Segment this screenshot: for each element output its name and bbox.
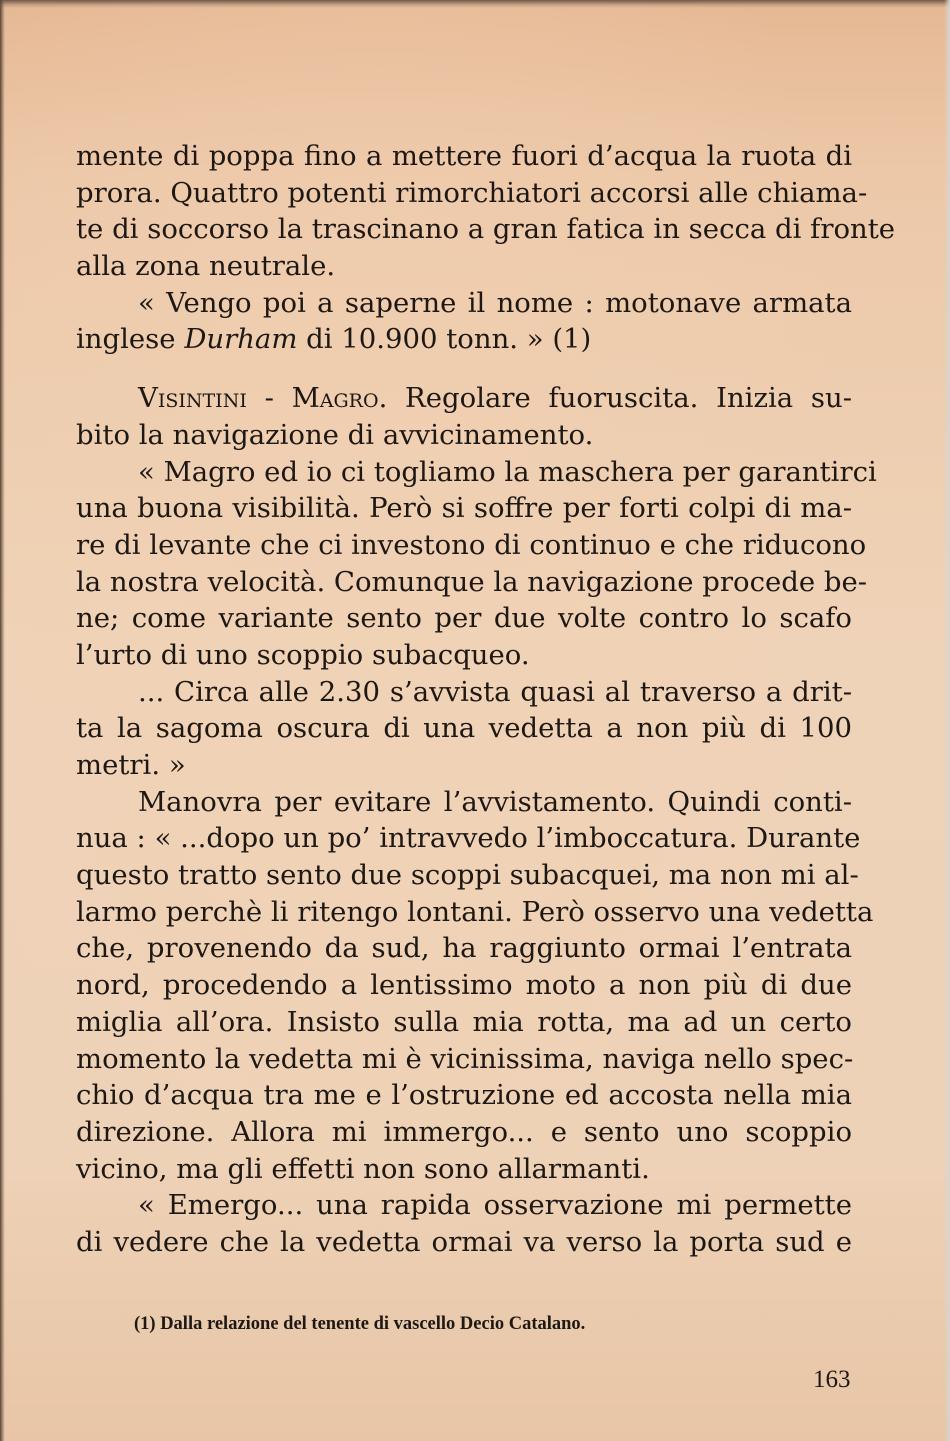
ship-name: Durham: [184, 323, 298, 356]
text-line: vicino, ma gli effetti non sono allarmanti.: [76, 1152, 650, 1185]
text-span: di 10.900 tonn. » (1): [297, 323, 592, 356]
crew-name-magro: Magro: [291, 382, 379, 415]
text-line: re di levante che ci investono di continuo e che riducono: [76, 528, 867, 561]
text-line: direzione. Allora mi immergo... e sento uno scoppio: [76, 1115, 852, 1148]
text-line: metri. »: [76, 749, 186, 781]
footnote: (1) Dalla relazione del tenente di vascello Decio Catalano.: [134, 1314, 586, 1334]
text-line: ne; come variante sento per due volte contro lo scafo: [76, 602, 852, 635]
text-line: ... Circa alle 2.30 s’avvista quasi al traverso a drit-: [138, 675, 852, 708]
page-top-shadow: [0, 0, 950, 8]
text-line: nua : « ...dopo un po’ intravvedo l’imboccatura. Durante: [76, 822, 861, 855]
text-line: momento la vedetta mi è vicinissima, naviga nello spec-: [76, 1042, 854, 1075]
text-span: inglese: [76, 323, 185, 356]
text-line: di vedere che la vedetta ormai va verso la porta sud e: [76, 1225, 852, 1258]
body-text: [76, 138, 896, 1261]
text-line: alla zona neutrale.: [76, 250, 336, 283]
text-line: nord, procedendo a lentissimo moto a non più di due: [76, 969, 852, 1002]
text-line: una buona visibilità. Però si soffre per forti colpi di ma-: [76, 492, 852, 525]
text-line: mente di poppa fino a mettere fuori d’acqua la ruota di: [76, 140, 852, 172]
text-line: « Vengo poi a saperne il nome : motonave armata: [138, 286, 852, 319]
text-line: chio d’acqua tra me e l’ostruzione ed accosta nella mia: [76, 1079, 852, 1112]
crew-name-visintini: Visintini: [138, 382, 247, 415]
text-line: Manovra per evitare l’avvistamento. Quindi conti-: [138, 785, 852, 818]
text-line-with-ship-name: [76, 321, 852, 358]
text-line: questo tratto sento due scoppi subacquei, ma non mi al-: [76, 859, 859, 892]
page-right-edge: [944, 0, 950, 1441]
text-line: prora. Quattro potenti rimorchiatori accorsi alle chiama-: [76, 176, 868, 209]
text-line: larmo perchè li ritengo lontani. Però osservo una vedetta: [76, 895, 874, 928]
text-line: che, provenendo da sud, ha raggiunto ormai l’entrata: [76, 932, 852, 965]
text-line: miglia all’ora. Insisto sulla mia rotta, ma ad un certo: [76, 1005, 852, 1038]
page-number: 163: [813, 1366, 851, 1393]
text-line: te di soccorso la trascinano a gran fatica in secca di fronte: [76, 213, 896, 246]
text-line: ta la sagoma oscura di una vedetta a non più di 100: [76, 712, 852, 745]
text-line: bito la navigazione di avvicinamento.: [76, 418, 594, 451]
text-line: « Magro ed io ci togliamo la maschera per garantirci: [138, 455, 877, 488]
text-line: l’urto di uno scoppio subacqueo.: [76, 638, 530, 671]
text-span: . Regolare fuoruscita. Inizia su-: [378, 382, 852, 415]
text-line: « Emergo... una rapida osservazione mi permette: [138, 1189, 852, 1222]
section-heading-line: [76, 380, 852, 417]
text-line: la nostra velocità. Comunque la navigazione procede be-: [76, 565, 868, 598]
text-span: -: [246, 382, 292, 415]
page-left-shadow: [0, 0, 5, 1441]
paragraph-gap: [76, 358, 852, 380]
